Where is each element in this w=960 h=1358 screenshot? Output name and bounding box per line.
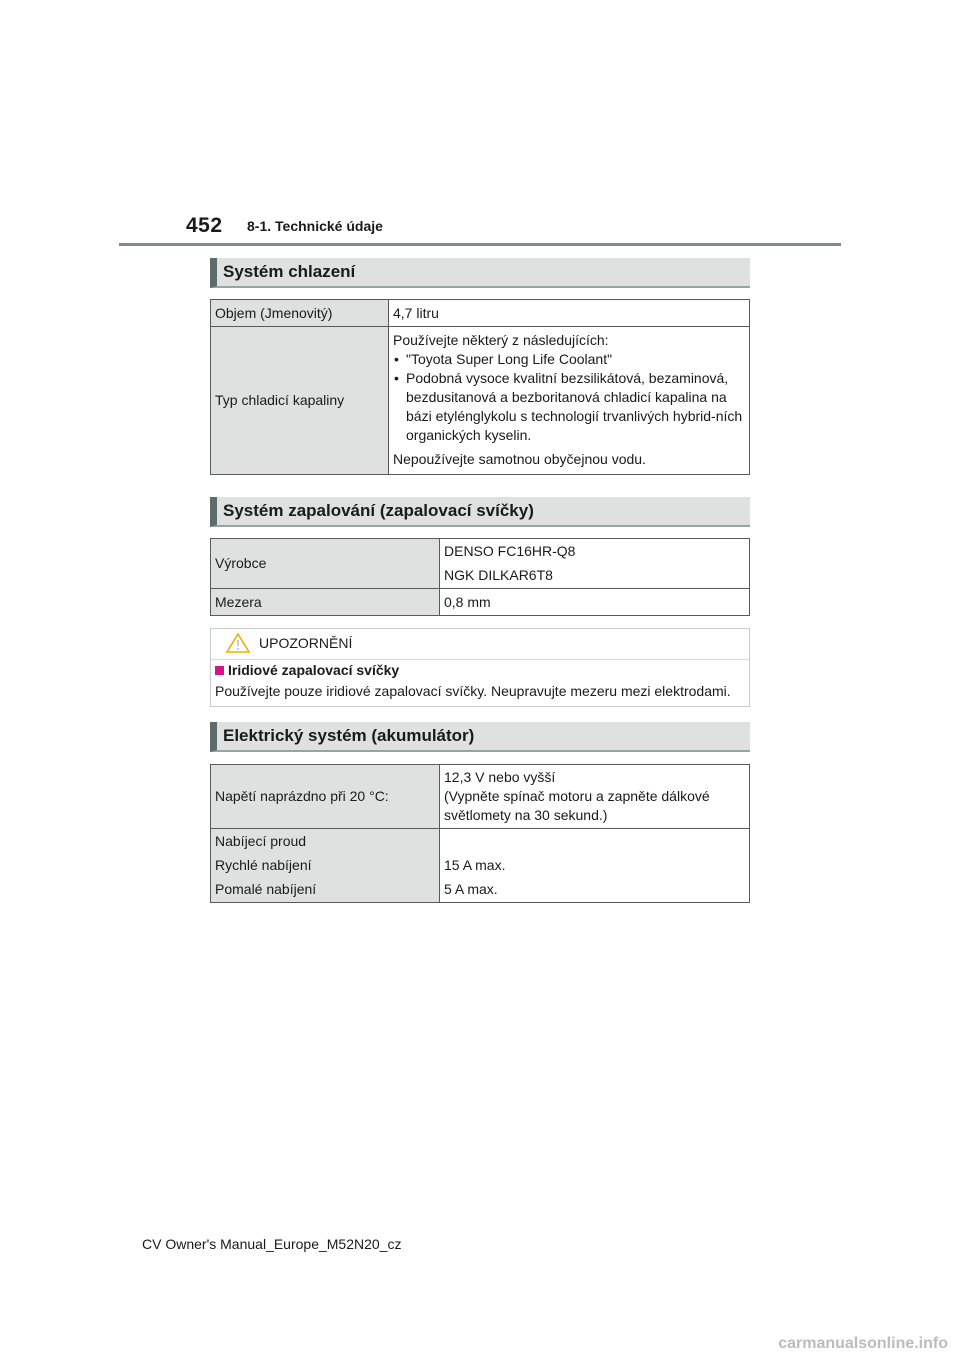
ignition-section-title: Systém zapalování (zapalovací svíčky): [210, 497, 750, 527]
manufacturer-value: DENSO FC16HR-Q8: [444, 543, 576, 559]
charging-current-title: Nabíjecí proud: [215, 833, 307, 849]
page-number: 452: [186, 214, 223, 237]
caution-title: UPOZORNĚNÍ: [259, 635, 353, 651]
list-item: • Podobná vysoce kvalitní bezsilikátová, bezaminová, bezdusitanová a bezboritanová chladicí kapalina na bázi etylénglykolu s technologií trvanlivých hybrid-ních organických kyselin.: [393, 369, 745, 445]
table-row: [211, 300, 750, 327]
table-row: [211, 327, 750, 475]
spec-value: [389, 327, 750, 475]
fast-charge-label: Rychlé nabíjení: [215, 857, 312, 873]
slow-charge-label: Pomalé nabíjení: [215, 881, 317, 897]
caution-subtitle-text: Iridiové zapalovací svíčky: [228, 662, 400, 678]
coolant-intro: Používejte některý z následujících:: [393, 332, 609, 348]
header-rule: [119, 243, 841, 246]
footer-manual-id: CV Owner's Manual_Europe_M52N20_cz: [142, 1236, 402, 1252]
spec-label: Napětí naprázdno při 20 °C:: [211, 765, 440, 829]
table-row: [211, 829, 750, 903]
spec-value: [440, 829, 750, 903]
ignition-spec-table: [210, 538, 750, 616]
cooling-spec-table: [210, 299, 750, 475]
spec-value: 0,8 mm: [440, 589, 750, 616]
slow-charge-value: 5 A max.: [444, 881, 498, 897]
spec-label: Objem (Jmenovitý): [211, 300, 389, 327]
cooling-section-title: Systém chlazení: [210, 258, 750, 288]
table-row: [211, 589, 750, 616]
table-row: [211, 539, 750, 589]
spec-value: 4,7 litru: [389, 300, 750, 327]
list-item: • "Toyota Super Long Life Coolant": [393, 350, 745, 369]
electrical-spec-table: [210, 764, 750, 903]
spec-label: [211, 829, 440, 903]
square-bullet-icon: [215, 666, 224, 675]
spec-label: Mezera: [211, 589, 440, 616]
fast-charge-value: 15 A max.: [444, 857, 506, 873]
coolant-options-list: [393, 350, 745, 445]
voltage-value: 12,3 V nebo vyšší: [444, 769, 556, 785]
watermark: carmanualsonline.info: [778, 1335, 948, 1352]
spec-value: [440, 765, 750, 829]
coolant-note: Nepoužívejte samotnou obyčejnou vodu.: [393, 451, 646, 467]
electrical-section-title: Elektrický systém (akumulátor): [210, 722, 750, 752]
voltage-instruction: (Vypněte spínač motoru a zapněte dálkové světlomety na 30 sekund.): [444, 788, 710, 823]
spec-label: Výrobce: [211, 539, 440, 589]
caution-text: Používejte pouze iridiové zapalovací svíčky. Neupravujte mezeru mezi elektrodami.: [215, 683, 731, 699]
manufacturer-value: NGK DILKAR6T8: [444, 567, 553, 583]
table-row: [211, 765, 750, 829]
warning-triangle-icon: [225, 632, 251, 659]
caution-header: [211, 629, 749, 660]
spec-label: Typ chladicí kapaliny: [211, 327, 389, 475]
caution-subtitle: [215, 662, 399, 678]
spec-value: [440, 539, 750, 589]
section-reference: 8-1. Technické údaje: [247, 218, 383, 234]
spacer: [444, 832, 745, 851]
caution-box: [210, 628, 750, 707]
